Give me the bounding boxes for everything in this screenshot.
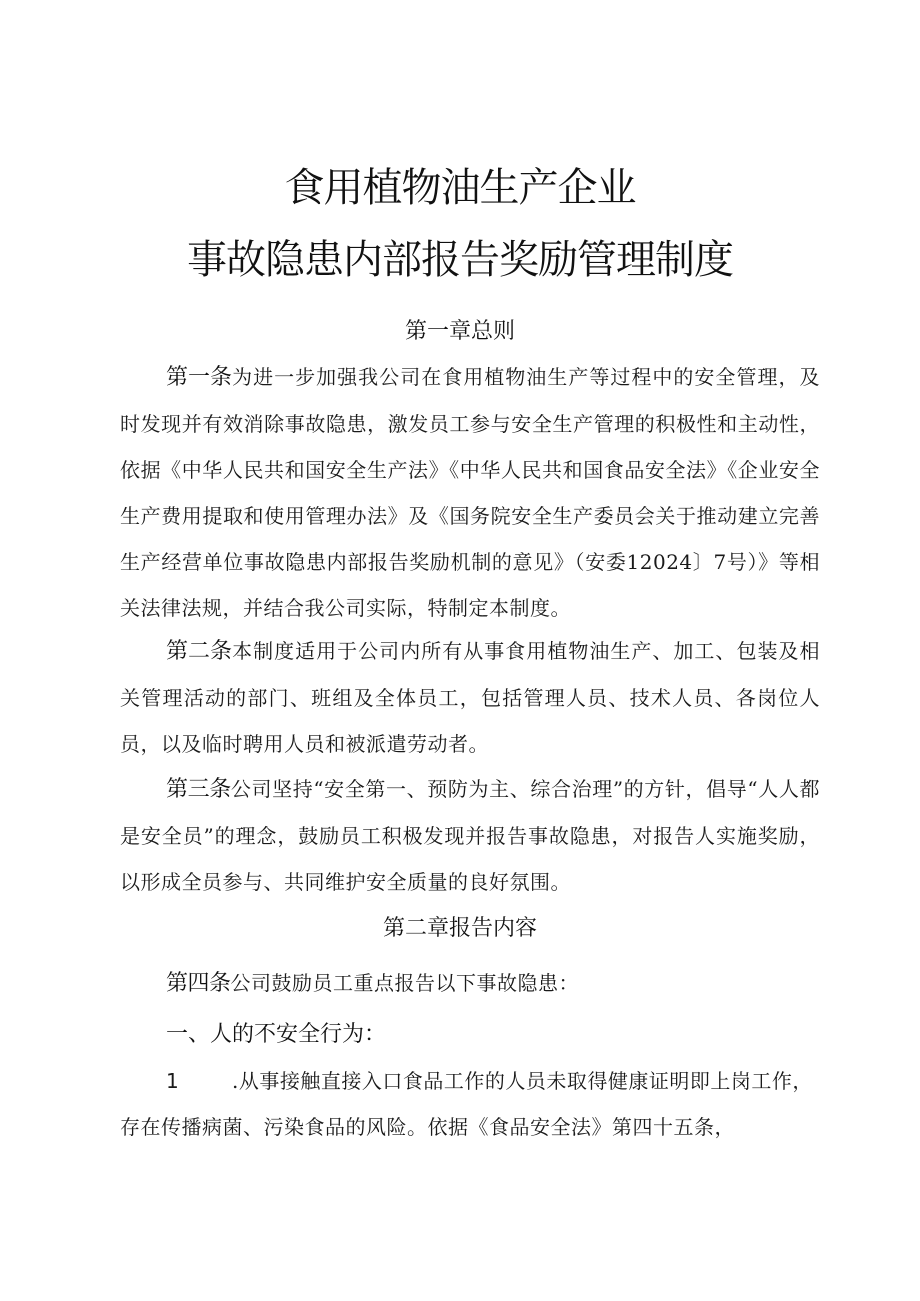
article-1 (120, 354, 820, 631)
document-title-line1: 食用植物油生产企业 (284, 165, 636, 211)
article-3 (120, 766, 820, 905)
list-item-1-number: 1 (166, 1069, 180, 1093)
article-2-text: 本制度适用于公司内所有从事食用植物油生产、加工、包装及相关管理活动的部门、班组及全体员工，包括管理人员、技术人员、各岗位人员，以及临时聘用人员和被派遣劳动者。 (120, 639, 820, 756)
article-1-lead: 第一条 (166, 365, 233, 390)
article-4-text: 公司鼓励员工重点报告以下事故隐患： (230, 971, 580, 995)
article-4-lead: 第四条 (166, 971, 231, 996)
article-2-lead: 第二条 (166, 639, 233, 664)
chapter-heading-general: 第一章总则 (404, 319, 515, 344)
article-2 (120, 628, 820, 767)
article-3-text: 公司坚持“安全第一、预防为主、综合治理”的方针，倡导“人人都是安全员”的理念，鼓励员工积极发现并报告事故隐患，对报告人实施奖励，以形成全员参与、共同维护安全质量的良好氛围。 (120, 777, 820, 894)
list-item-1-text: .从事接触直接入口食品工作的人员未取得健康证明即上岗工作，存在传播病菌、污染食品的风险。依据《食品安全法》第四十五条， (120, 1069, 813, 1139)
article-4 (120, 960, 820, 1007)
chapter-heading-report-content: 第二章报告内容 (382, 916, 537, 941)
document-title-line2: 事故隐患内部报告奖励管理制度 (187, 237, 733, 283)
article-3-lead: 第三条 (166, 777, 231, 802)
section-heading-unsafe-behavior: 一、人的不安全行为： (166, 1022, 387, 1047)
list-item-1 (120, 1058, 820, 1150)
article-1-text: 为进一步加强我公司在食用植物油生产等过程中的安全管理，及时发现并有效消除事故隐患，激发员工参与安全生产管理的积极性和主动性，依据《中华人民共和国安全生产法》《中华人民共和国食品安全法》《企业安全生产费用提取和使用管理办法》及《国务院安全生产委员会关于推动建立完善生产经营单位事故隐患内部报告奖励机制的意见》（安委12024〕7号）》等相关法律法规，并结合我公司实际，特制定本制度。 (120, 365, 820, 620)
